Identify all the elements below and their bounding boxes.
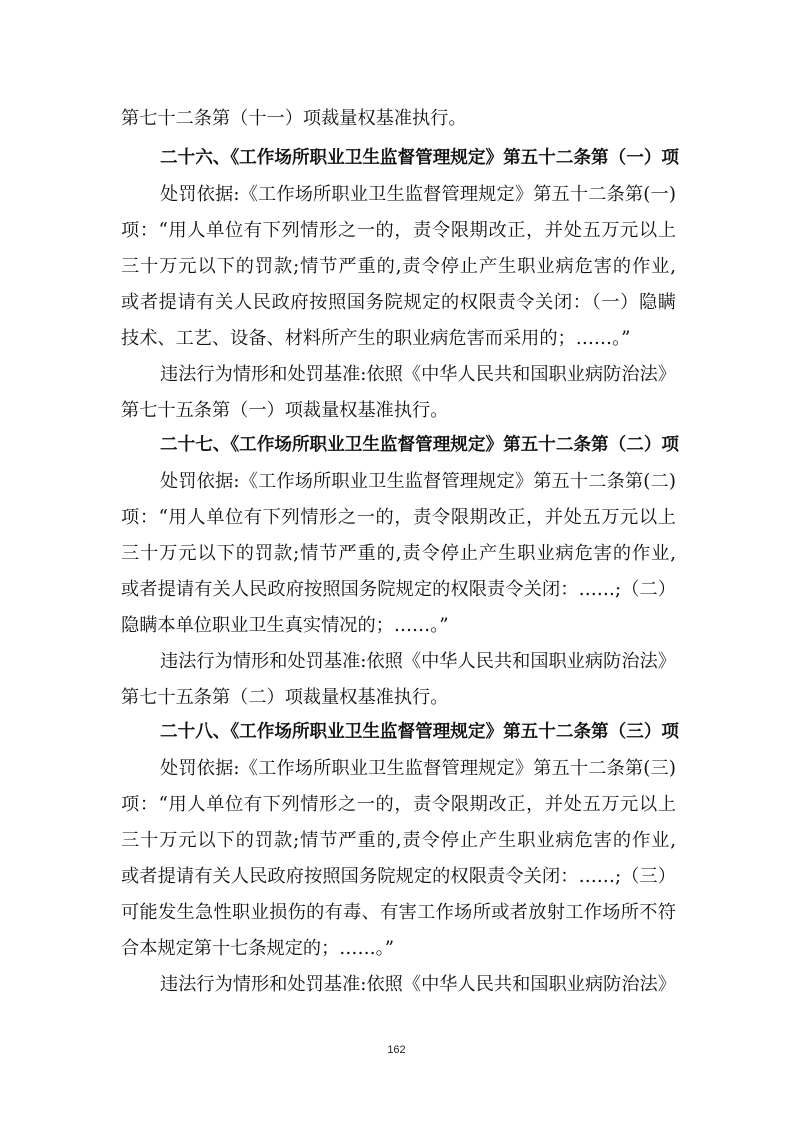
text-line: 或者提请有关人民政府按照国务院规定的权限责令关闭：……;（三） — [121, 866, 676, 887]
text-line: 处罚依据:《工作场所职业卫生监督管理规定》第五十二条第(一) — [160, 184, 676, 205]
text-line: 三十万元以下的罚款;情节严重的,责令停止产生职业病危害的作业, — [121, 256, 676, 277]
text-line: 项：“用人单位有下列情形之一的，责令限期改正，并处五万元以上 — [121, 220, 676, 241]
text-line: 三十万元以下的罚款;情节严重的,责令停止产生职业病危害的作业, — [121, 830, 676, 851]
text-line: 可能发生急性职业损伤的有毒、有害工作场所或者放射工作场所不符 — [121, 902, 676, 923]
text-line: 处罚依据:《工作场所职业卫生监督管理规定》第五十二条第(二) — [160, 471, 676, 492]
text-line: 违法行为情形和处罚基准:依照《中华人民共和国职业病防治法》 — [160, 974, 676, 995]
text-line: 违法行为情形和处罚基准:依照《中华人民共和国职业病防治法》 — [160, 651, 676, 672]
page-number: 162 — [387, 1044, 406, 1056]
text-line: 项：“用人单位有下列情形之一的，责令限期改正，并处五万元以上 — [121, 794, 676, 815]
section-heading: 二十七、《工作场所职业卫生监督管理规定》第五十二条第（二）项 — [160, 435, 680, 455]
text-line: 三十万元以下的罚款;情节严重的,责令停止产生职业病危害的作业, — [121, 543, 676, 564]
text-line: 技术、工艺、设备、材料所产生的职业病危害而采用的；……。” — [121, 328, 631, 349]
text-line: 或者提请有关人民政府按照国务院规定的权限责令关闭：（一）隐瞒 — [121, 292, 676, 313]
text-line: 项：“用人单位有下列情形之一的，责令限期改正，并处五万元以上 — [121, 507, 676, 528]
text-line: 或者提请有关人民政府按照国务院规定的权限责令关闭：……;（二） — [121, 579, 676, 600]
text-line: 第七十五条第（二）项裁量权基准执行。 — [121, 687, 449, 708]
text-line: 违法行为情形和处罚基准:依照《中华人民共和国职业病防治法》 — [160, 364, 676, 385]
section-heading: 二十八、《工作场所职业卫生监督管理规定》第五十二条第（三）项 — [160, 722, 680, 742]
text-line: 隐瞒本单位职业卫生真实情况的；……。” — [121, 615, 449, 636]
text-line: 合本规定第十七条规定的；……。” — [121, 938, 395, 959]
text-line: 第七十二条第（十一）项裁量权基准执行。 — [121, 108, 467, 129]
text-line: 第七十五条第（一）项裁量权基准执行。 — [121, 400, 449, 421]
text-line: 处罚依据:《工作场所职业卫生监督管理规定》第五十二条第(三) — [160, 758, 676, 779]
section-heading: 二十六、《工作场所职业卫生监督管理规定》第五十二条第（一）项 — [160, 148, 680, 168]
